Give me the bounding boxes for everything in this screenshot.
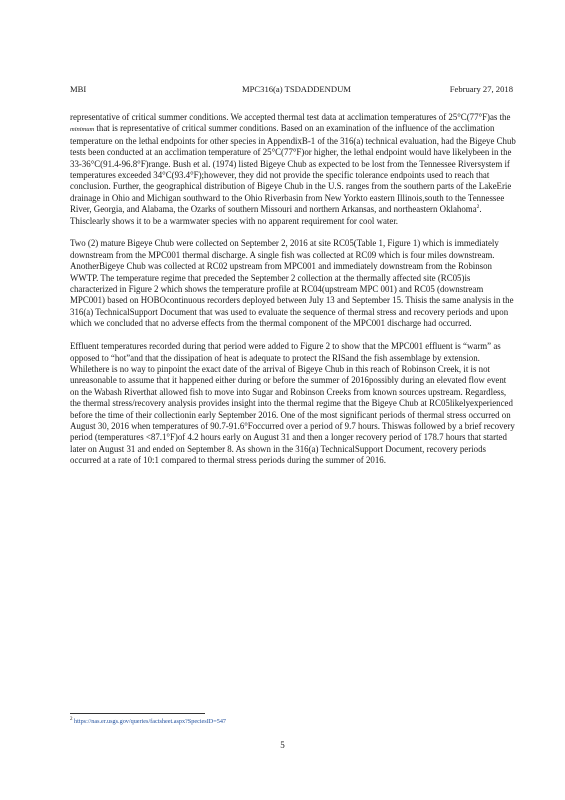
paragraph-1 <box>70 112 516 227</box>
footnote-link[interactable]: https://nas.er.usgs.gov/queries/factsheet.aspx?SpeciesID=547 <box>74 718 227 725</box>
document-body <box>70 112 516 478</box>
footnote <box>70 718 516 726</box>
footnote-divider <box>70 713 205 714</box>
header-date: February 27, 2018 <box>449 84 513 94</box>
paragraph-2: Two (2) mature Bigeye Chub were collected on September 2, 2016 at site RC05(Table 1, Figure 1) which is immediately downstream from the MPC001 thermal discharge. A single fish was collected at RC09 which is four miles downstream. AnotherBigeye Chub was collected at RC02 upstream from MPC001 and immediately downstream from the Robinson WWTP. The temperature regime that preceded the September 2 collection at the thermally affected site (RC05)is characterized in Figure 2 which shows the temperature profile at RC04(upstream MPC 001) and RC05 (downstream MPC001) based on HOBOcontinuous recorders deployed between July 13 and September 15. Thisis the same analysis in the 316(a) TechnicalSupport Document that was used to evaluate the sequence of thermal stress and recovery periods and upon which we concluded that no adverse effects from the thermal component of the MPC001 discharge had occurred. <box>70 238 514 329</box>
paragraph-1-text-b: that is representative of critical summer conditions. Based on an examination of the influence of the acclimation temperature on the lethal endpoints for other species in AppendixB-1 of the 316(a) technical evaluation, had the Bigeye Chub tests been conducted at an acclimation temperature of 25°C(77°F)or higher, the lethal endpoint would have likelybeen in the 33-36°C(91.4-96.8°F)range. Bush et al. (1974) listed Bigeye Chub as expected to be lost from the Tennessee Riversystem if temperatures exceeded 34°C(93.4°F);however, they did not provide the specific tolerance endpoints used to reach that conclusion. Further, the geographical distribution of Bigeye Chub in the U.S. ranges from the southern parts of the LakeErie drainage in Ohio and Michigan southward to the Ohio Riverbasin from New Yorkto eastern Illinois,south to the Tennessee River, Georgia, and Alabama, the Ozarks of southern Missouri and northern Arkansas, and northeastern Oklahoma <box>70 123 516 215</box>
footnote-number: 2 <box>70 716 73 722</box>
header-document-title: MPC316(a) TSDADDENDUM <box>242 84 351 94</box>
footnote-reference: 2 <box>476 204 480 211</box>
paragraph-1-emphasis: minimum <box>70 126 95 134</box>
page-header <box>70 84 513 96</box>
paragraph-1-text-c: . Thisclearly shows it to be a warmwater species with no apparent requirement for cool water. <box>70 204 482 226</box>
paragraph-1-text-a: representative of critical summer conditions. We accepted thermal test data at acclimation temperatures of 25°C(77°F)as the <box>70 112 511 122</box>
paragraph-3: Effluent temperatures recorded during that period were added to Figure 2 to show that the MPC001 effluent is “warm” as opposed to “hot”and that the dissipation of heat is adequate to protect the RISand the fish assemblage by extension. Whilethere is no way to pinpoint the exact date of the arrival of Bigeye Chub in this reach of Robinson Creek, it is not unreasonable to assume that it happened either during or before the summer of 2016possibly during an elevated flow event on the Wabash Riverthat allowed fish to move into Sugar and Robinson Creeks from known sources upstream. Regardless, the thermal stress/recovery analysis provides insight into the thermal regime that the Bigeye Chub at RC05likelyexperienced before the time of their collectionin early September 2016. One of the most significant periods of thermal stress occurred on August 30, 2016 when temperatures of 90.7-91.6°Foccurred over a period of 9.7 hours. Thiswas followed by a brief recovery period (temperatures <87.1°F)of 4.2 hours early on August 31 and then a longer recovery period of 178.7 hours that started later on August 31 and ended on September 8. As shown in the 316(a) TechnicalSupport Document, recovery periods occurred at a rate of 10:1 compared to thermal stress periods during the summer of 2016. <box>70 341 515 466</box>
header-org: MBI <box>70 84 87 94</box>
page-number: 5 <box>280 740 285 750</box>
